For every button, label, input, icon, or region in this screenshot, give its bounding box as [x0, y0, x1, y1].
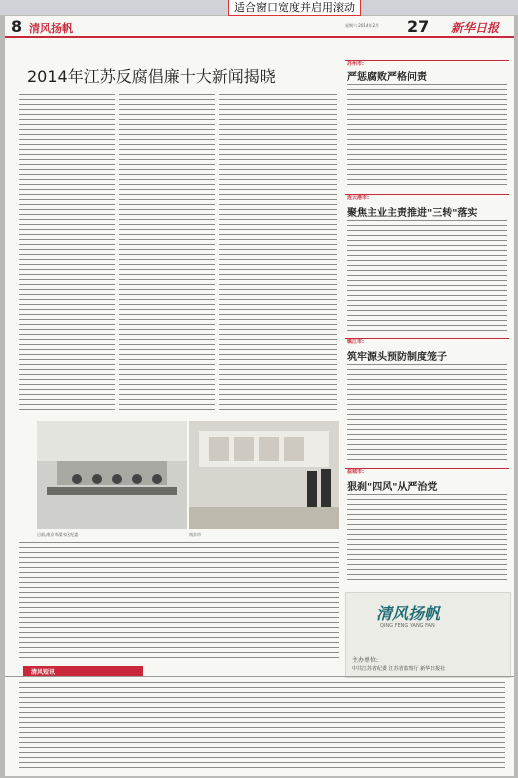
headline: 2014年江苏反腐倡廉十大新闻揭晓	[27, 67, 276, 86]
region-kicker: 镇江市:	[347, 339, 364, 345]
bottom-section-tag	[23, 666, 143, 676]
bottom-rule	[5, 676, 514, 677]
article-body-col-1	[19, 94, 115, 412]
page-header	[5, 16, 514, 38]
region-body	[347, 364, 507, 460]
region-body	[347, 494, 507, 584]
masthead-sponsors: 中共江苏省纪委 江苏省监察厅 新华日报社	[352, 666, 446, 672]
divider	[345, 468, 509, 469]
newspaper-page	[5, 16, 514, 776]
region-heading: 聚焦主业主责推进"三转"落实	[347, 208, 478, 219]
region-body	[347, 220, 507, 332]
masthead-subtitle: QING FENG YANG FAN	[380, 623, 435, 629]
region-heading: 严惩腐败严格问责	[347, 72, 427, 83]
bottom-text	[19, 682, 505, 770]
article-body-col-2	[119, 94, 215, 412]
right-column	[345, 44, 509, 676]
masthead-logo: 清风扬帆	[376, 604, 441, 623]
region-body	[347, 84, 507, 188]
divider	[345, 194, 509, 195]
region-heading: 狠刹"四风"从严治党	[347, 482, 438, 493]
street-photo	[189, 421, 339, 529]
meeting-photo	[37, 421, 187, 529]
masthead-box	[345, 592, 511, 678]
page-number-left: 8	[11, 17, 23, 36]
region-heading: 筑牢源头预防制度笼子	[347, 352, 447, 363]
bottom-section-label: 清风短讯	[31, 669, 56, 676]
photo-caption-right: 南京市	[189, 532, 201, 537]
divider	[345, 60, 509, 61]
article-body-lower	[19, 542, 339, 662]
region-kicker: 苏州市:	[347, 61, 364, 67]
issue-date: 星期六 2014年2月	[345, 23, 379, 28]
region-kicker: 连云港市:	[347, 195, 369, 201]
zoom-mode-tooltip[interactable]: 适合窗口宽度并启用滚动	[228, 0, 361, 16]
masthead-editor: 主办单位:	[352, 657, 379, 664]
newspaper-logo: 新华日报	[451, 21, 500, 35]
section-name: 清风扬帆	[29, 22, 73, 35]
divider	[345, 338, 509, 339]
page-number-right: 27	[407, 17, 430, 36]
region-kicker: 盐城市:	[347, 469, 364, 475]
photo-caption-left: 日前,南京市溧水区纪委	[37, 532, 79, 537]
article-body-col-3	[219, 94, 337, 412]
